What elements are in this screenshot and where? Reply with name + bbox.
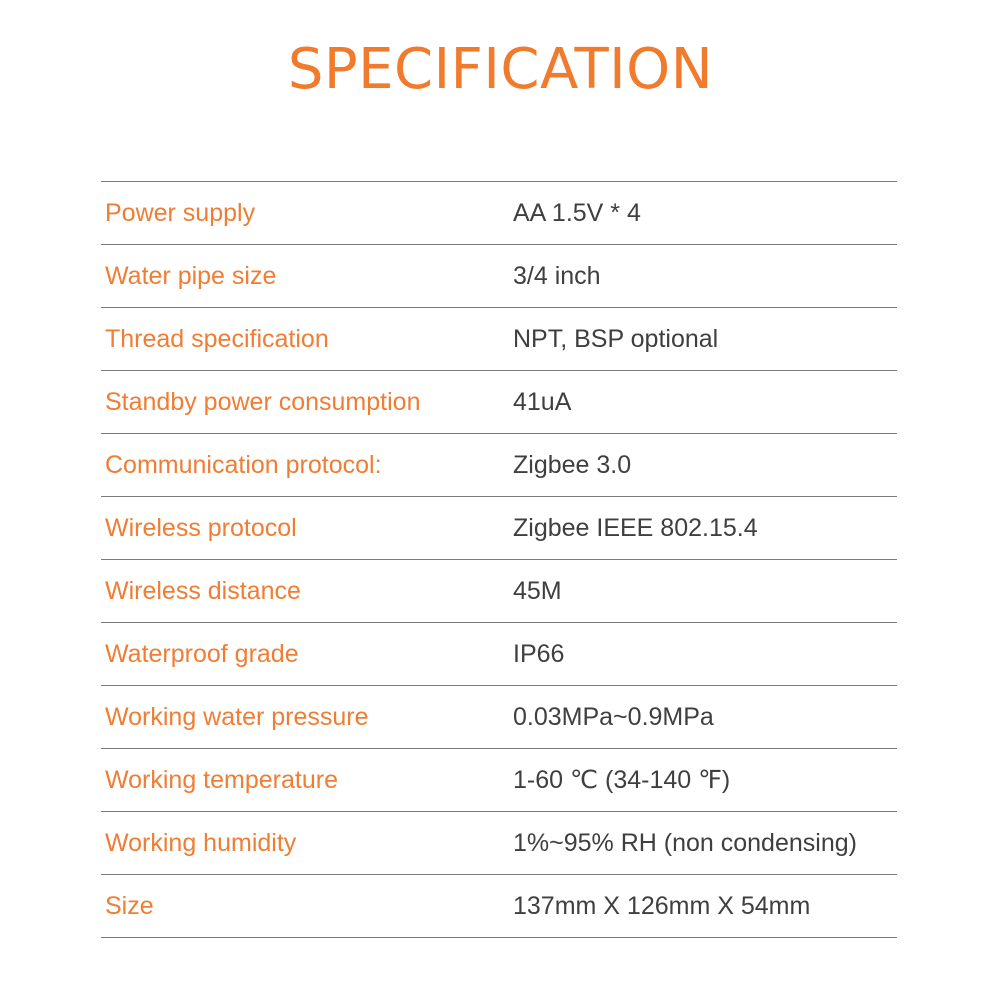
spec-value: Zigbee 3.0 xyxy=(513,450,632,479)
spec-table xyxy=(101,181,897,938)
spec-value: IP66 xyxy=(513,639,565,668)
spec-label: Waterproof grade xyxy=(105,639,299,668)
spec-row-wireless-protocol xyxy=(101,497,897,560)
spec-label: Wireless distance xyxy=(105,576,301,605)
spec-value: 0.03MPa~0.9MPa xyxy=(513,702,714,731)
spec-label: Communication protocol: xyxy=(105,450,382,479)
spec-label: Working water pressure xyxy=(105,702,369,731)
spec-value: NPT, BSP optional xyxy=(513,324,719,353)
spec-label: Water pipe size xyxy=(105,261,277,290)
spec-value: 45M xyxy=(513,576,562,605)
spec-label: Wireless protocol xyxy=(105,513,297,542)
spec-row-working-humidity xyxy=(101,812,897,875)
spec-value: Zigbee IEEE 802.15.4 xyxy=(513,513,758,542)
spec-value: 3/4 inch xyxy=(513,261,601,290)
spec-value: 41uA xyxy=(513,387,572,416)
spec-row-wireless-distance xyxy=(101,560,897,623)
spec-row-water-pipe-size xyxy=(101,245,897,308)
page-title: SPECIFICATION xyxy=(287,37,714,102)
spec-label: Standby power consumption xyxy=(105,387,421,416)
spec-row-working-temperature xyxy=(101,749,897,812)
spec-row-standby-power xyxy=(101,371,897,434)
spec-row-working-water-pressure xyxy=(101,686,897,749)
spec-value: AA 1.5V * 4 xyxy=(513,198,641,227)
spec-value: 1-60 ℃ (34-140 ℉) xyxy=(513,766,731,794)
spec-row-waterproof-grade xyxy=(101,623,897,686)
spec-label: Size xyxy=(105,891,154,920)
spec-value: 1%~95% RH (non condensing) xyxy=(513,828,857,857)
spec-row-size xyxy=(101,875,897,938)
spec-row-communication-protocol xyxy=(101,434,897,497)
spec-row-power-supply xyxy=(101,182,897,245)
spec-label: Thread specification xyxy=(105,324,329,353)
spec-value: 137mm X 126mm X 54mm xyxy=(513,891,811,920)
spec-label: Power supply xyxy=(105,198,256,227)
spec-label: Working temperature xyxy=(105,765,338,794)
spec-row-thread-specification xyxy=(101,308,897,371)
spec-label: Working humidity xyxy=(105,828,297,857)
